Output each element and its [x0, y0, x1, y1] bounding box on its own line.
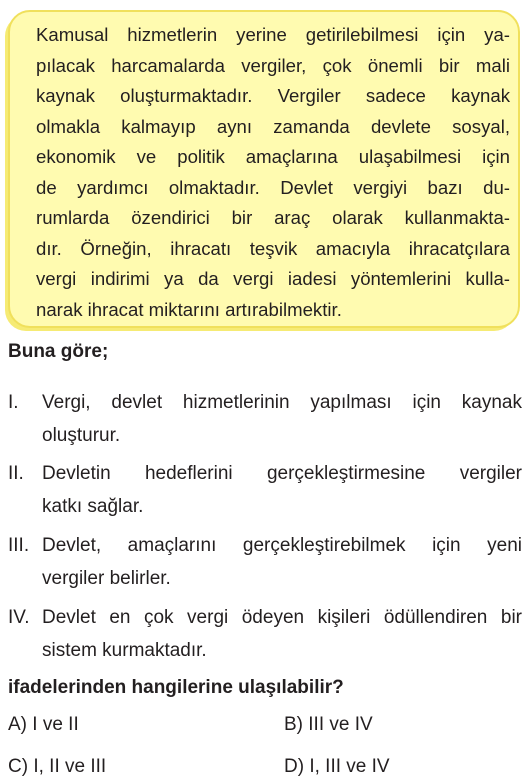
passage-line: Kamusal hizmetlerin yerine getirilebilmesi için ya- [36, 24, 510, 45]
statement-line: vergiler belirler. [42, 568, 171, 589]
passage-line: de yardımcı olmaktadır. Devlet vergiyi bazı du- [36, 176, 510, 198]
statement-line: oluşturur. [42, 425, 121, 446]
option-b[interactable]: B) III ve IV [284, 714, 373, 735]
passage-line: vergi indirimi ya da vergi iadesi yöntemlerini kulla- [36, 268, 510, 289]
passage-text [36, 20, 510, 325]
statement-line: Devlet en çok vergi ödeyen kişileri ödüllendiren bir [42, 607, 522, 628]
option-d[interactable]: D) I, III ve IV [284, 756, 390, 777]
statement-number: I. [8, 392, 19, 413]
option-a[interactable]: A) I ve II [8, 714, 79, 735]
option-c[interactable]: C) I, II ve III [8, 756, 107, 777]
passage-line: rumlarda özendirici bir araç olarak kullanmakta- [36, 207, 510, 228]
statement-line: sistem kurmaktadır. [42, 640, 207, 661]
passage-line: kaynak oluşturmaktadır. Vergiler sadece kaynak [36, 85, 510, 106]
passage-line: dır. Örneğin, ihracatı teşvik amacıyla ihracatçılara [36, 237, 510, 259]
question-stem: Buna göre; [8, 341, 109, 362]
passage-line: olmakla kalmayıp aynı zamanda devlete sosyal, [36, 115, 510, 137]
statement-number: III. [8, 535, 30, 556]
statement-number: IV. [8, 607, 30, 628]
statement-line: Devlet, amaçlarını gerçekleştirebilmek için yeni [42, 535, 522, 556]
statement-text [42, 529, 522, 595]
statement-line: Devletin hedeflerini gerçekleştirmesine vergiler [42, 463, 522, 484]
statement-text [42, 386, 522, 452]
passage-line: pılacak harcamalarda vergiler, çok önemli bir mali [36, 54, 510, 76]
statement-text [42, 601, 522, 667]
passage-line: ekonomik ve politik amaçlarına ulaşabilmesi için [36, 146, 510, 167]
question-text: ifadelerinden hangilerine ulaşılabilir? [8, 677, 344, 698]
statement-line: katkı sağlar. [42, 496, 144, 517]
statement-text [42, 457, 522, 523]
statement-line: Vergi, devlet hizmetlerinin yapılması için kaynak [42, 392, 522, 413]
statement-number: II. [8, 463, 24, 484]
passage-line: narak ihracat miktarını artırabilmektir. [36, 298, 342, 320]
